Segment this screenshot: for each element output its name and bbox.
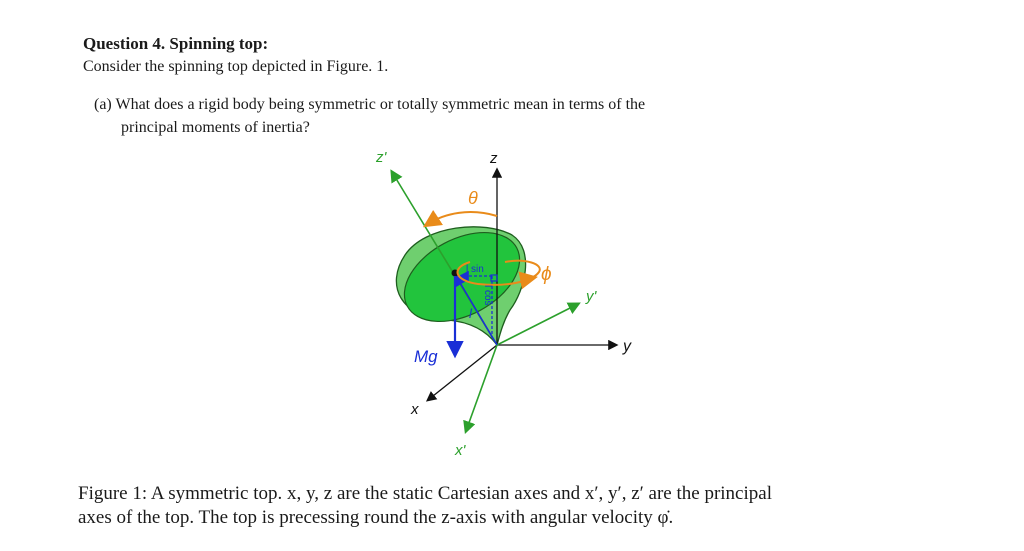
- x-label: x: [411, 401, 419, 418]
- y-label: y: [623, 338, 631, 355]
- z-prime-label: z': [376, 149, 387, 166]
- theta-arc: [428, 212, 497, 224]
- l-cos-label: l cos: [482, 285, 493, 306]
- figure-caption-line-2: axes of the top. The top is precessing round the z-axis with angular velocity φ̇.: [78, 507, 674, 528]
- l-sin-label: l sin: [466, 264, 484, 275]
- x-prime-label: x': [455, 442, 466, 459]
- question-intro: Consider the spinning top depicted in Figure. 1.: [83, 58, 389, 75]
- theta-label: θ: [468, 188, 478, 208]
- figure-caption-line-1: Figure 1: A symmetric top. x, y, z are the static Cartesian axes and x′, y′, z′ are the principal: [78, 483, 772, 504]
- phi-label: ϕ: [541, 264, 552, 285]
- z-label: z: [490, 150, 498, 167]
- y-prime-label: y': [586, 288, 597, 305]
- question-heading: Question 4. Spinning top:: [83, 34, 269, 53]
- l-label: l: [469, 306, 472, 321]
- part-a-text-line-2: principal moments of inertia?: [121, 119, 310, 136]
- mg-label: Mg: [414, 347, 438, 366]
- part-a-text-line-1: (a) What does a rigid body being symmetric or totally symmetric mean in terms of the: [94, 96, 646, 113]
